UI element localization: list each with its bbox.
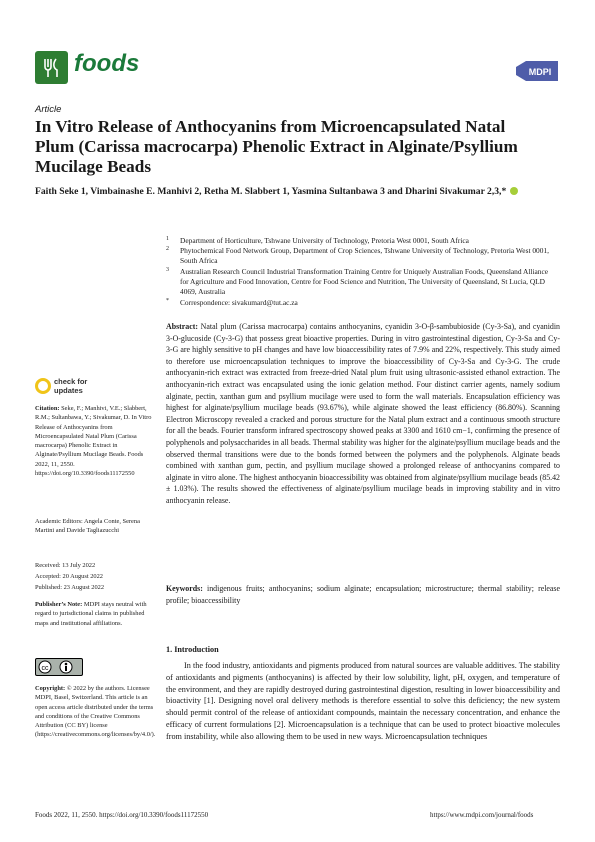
mdpi-logo-text: MDPI (528, 67, 552, 77)
keywords-label: Keywords: (166, 584, 203, 593)
abstract (166, 321, 560, 507)
affiliation-2: 2 Phytochemical Food Network Group, Department of Crop Sciences, Tshwane University of Technology, Pretoria West 0001, South Africa (166, 246, 549, 265)
affiliation-1: 1 Department of Horticulture, Tshwane University of Technology, Pretoria West 0001, South Africa (166, 236, 469, 245)
check-for-updates-label[interactable]: check for updates (54, 377, 88, 395)
copyright-label: Copyright: (35, 685, 66, 692)
authors-text: Faith Seke 1, Vimbainashe E. Manhivi 2, Retha M. Slabbert 1, Yasmina Sultanbawa 3 and Dharini Sivakumar 2,3,* (35, 186, 507, 197)
intro-paragraph: In the food industry, antioxidants and pigments produced from natural sources are valuable additives. The stability of antioxidants and pigments (anthocyanins) is affected by their low solubility, light, pH, oxygen, and temperature of the environment, and they are rapidly destroyed during gastrointestinal digestion, resulting in lower bioaccessibility and bioactivity [1]. Designing novel oral delivery methods is therefore essential to solve this deficiency; the new system should permit control of the release of antioxidant compounds, maintain the necessary concentration, and enhance the efficacy of current formulations [2]. Microencapsulation is a technique that can be used to protect bioactive molecules from instability, while also allowing them to be used in new ways. Microencapsulation techniques (166, 661, 560, 741)
editors-label: Academic Editors: (35, 518, 83, 525)
citation-block (35, 404, 157, 478)
received-date: Received: 13 July 2022 (35, 562, 96, 569)
correspondence: * Correspondence: sivakumard@tut.ac.za (166, 298, 298, 307)
citation-label: Citation: (35, 405, 60, 412)
keywords (166, 583, 560, 606)
publisher-note-label: Publisher’s Note: (35, 601, 83, 608)
citation-text: Seke, F.; Manhivi, V.E.; Slabbert, R.M.; Sultanbawa, Y.; Sivakumar, D. In Vitro Release of Anthocyanins from Microencapsulated Natal Plum (Carissa macrocarpa) Phenolic Extract in Alginate/Psyllium Mucilage Beads. Foods 2022, 11, 2550. https://doi.org/10.3390/foods11172550 (35, 405, 152, 478)
footer-citation: Foods 2022, 11, 2550. https://doi.org/10.3390/foods11172550 (35, 811, 209, 819)
mdpi-logo-icon (516, 61, 558, 81)
article-type: Article (35, 104, 62, 115)
keywords-text: indigenous fruits; anthocyanins; sodium alginate; encapsulation; microstructure; thermal stability; release profile; bioaccessibility (166, 584, 560, 605)
svg-text:cc: cc (41, 665, 49, 672)
journal-name: foods (74, 50, 140, 77)
journal-logo-icon (35, 51, 68, 84)
publisher-note (35, 600, 157, 628)
accepted-date: Accepted: 20 August 2022 (35, 573, 103, 580)
orcid-icon[interactable] (510, 187, 518, 195)
footer-journal-url[interactable]: https://www.mdpi.com/journal/foods (430, 811, 534, 819)
affiliation-3: 3 Australian Research Council Industrial Transformation Training Centre for Uniquely Australian Foods, Queensland Alliance for Agriculture and Food Innovation, Centre for Food Science and Nutrition, The University of Queensland, St Lucia, QLD 4069, Australia (166, 267, 549, 296)
paper-title: In Vitro Release of Anthocyanins from Microencapsulated Natal Plum (Carissa macrocarpa) Phenolic Extract in Alginate/Psyllium Mucilage Beads (35, 117, 518, 176)
section-heading: 1. Introduction (166, 645, 219, 654)
author-list (35, 184, 555, 199)
copyright-block (35, 684, 157, 740)
cc-by-license-icon[interactable] (35, 658, 83, 676)
copyright-text: © 2022 by the authors. Licensee MDPI, Basel, Switzerland. This article is an open access article distributed under the terms and conditions of the Creative Commons Attribution (CC BY) license (https://creativecommons.org/licenses/by/4.0/). (35, 685, 156, 739)
abstract-label: Abstract: (166, 322, 198, 331)
publisher-note-text: MDPI stays neutral with regard to jurisdictional claims in published maps and institutional affiliations. (35, 601, 147, 627)
check-for-updates-icon[interactable] (35, 378, 51, 394)
editors-block (35, 517, 157, 536)
abstract-text: Natal plum (Carissa macrocarpa) contains anthocyanins, cyanidin 3-O-β-sambubioside (Cy-3-Sa), and cyanidin 3-O-glucoside (Cy-3-G) that possess great bioactive properties. During in vitro gastrointestinal digestion, Cy-3-Sa and Cy-3-G are highly sensitive to pH changes and have low bioaccessibility rates of 7.9% and 22%, respectively. This study aimed to therefore use microencapsulation techniques to improve the bioaccessibility of Cy-3-Sa and Cy-3-G. The crude anthocyanin-rich extract was extracted from freeze-dried Natal plum fruit using ultrasonic-assisted ethanol extraction. The anthocyanin-rich extract was encapsulated using the ionic gelation method. Four distinct carrier agents, namely sodium alginate, pectin, xanthan gum and psyllium mucilage were used to form the wall materials. Encapsulation efficiency was highest for alginate/psyllium mucilage beads (93.67%), while alginate showed the least efficiency (86.80%). Scanning Electron Microscopy revealed a cracked and porous structure for the Natal plum extract and a continuous smooth structure for all the beads. Fourier transform infrared spectroscopy showed peaks at 3300 and 1610 cm−1, confirming the presence of polyphenols and polysaccharides in all beads. Thermal stability was higher for the alginate/psyllium mucilage beads and the observed thermal transitions were due to the bonds formed between the polymers and the polyphenols. Alginate beads combined with xanthan gum, pectin, and psyllium mucilage showed a prolonged release of anthocyanins compared to alginate in vitro alone. The highest anthocyanin bioaccessibility was obtained from alginate/psyllium mucilage beads (85.42 ± 1.03%). The results showed the effectiveness of alginate/psyllium mucilage beads in improving stability and in vitro anthocyanin release. (166, 322, 560, 505)
published-date: Published: 23 August 2022 (35, 584, 105, 591)
editors-text: Angela Conte, Serena Martini and Davide Tagliazucchi (35, 518, 140, 535)
